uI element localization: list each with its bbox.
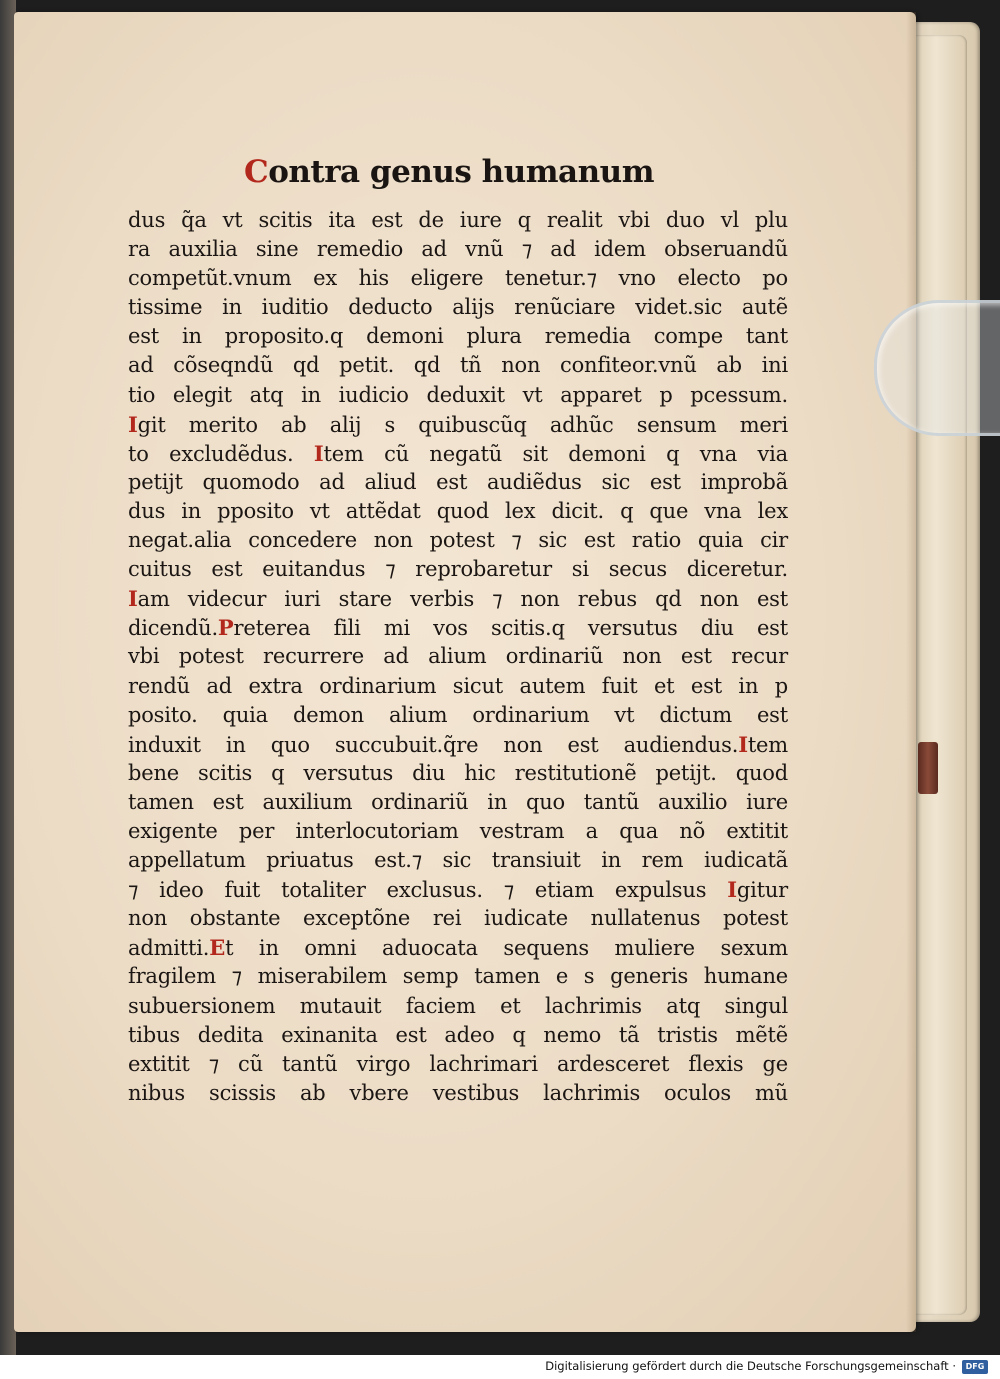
text-line [128,555,788,584]
line-segment: tio elegit atq in iudicio deduxit vt apparet p pcessum. [128,382,788,407]
line-segment: rendũ ad extra ordinarium sicut autem fuit et est in p [128,673,788,698]
line-segment: negat.alia concedere non potest ⁊ sic est ratio quia cir [128,528,788,553]
line-segment: competũt.vnum ex his eligere tenetur.⁊ vno electo po [128,266,788,291]
rubricated-initial: P [217,615,234,641]
text-line [128,439,788,468]
line-segment: admitti. [128,936,210,961]
line-segment: fragilem ⁊ miserabilem semp tamen e s generis humane [128,964,788,989]
line-segment: tem cũ negatũ sit demoni q vna via [323,441,788,466]
line-segment: git merito ab alij s quibuscũq adhũc sensum meri [137,412,788,437]
line-segment: induxit in quo succubuit.q̃re non est audiendus. [128,732,739,757]
line-segment: dus q̃a vt scitis ita est de iure q realit vbi duo vl plu [128,208,788,232]
text-line [128,875,788,904]
line-segment: reterea fili mi vos scitis.q versutus diu est [233,616,788,641]
page-clip [874,300,1000,436]
text-line [128,1021,788,1050]
text-line [128,410,788,439]
text-line [128,730,788,759]
body-text [128,206,788,1108]
page-heading [244,150,654,194]
line-segment: bene scitis q versutus diu hic restitutionẽ petijt. quod [128,760,788,785]
rubricated-initial: I [313,440,324,466]
line-segment: extitit ⁊ cũ tantũ virgo lachrimari ardesceret flexis ge [128,1051,788,1076]
text-line [128,235,788,264]
line-segment: nibus scissis ab vbere vestibus lachrimis oculos mũ [128,1080,788,1105]
line-segment: tamen est auxilium ordinariũ in quo tantũ auxilio iure [128,789,788,814]
line-segment: subuersionem mutauit faciem et lachrimis atq singul [128,993,788,1018]
line-segment: exigente per interlocutoriam vestram a qua nõ extitit [128,818,788,843]
text-line [128,817,788,846]
dfg-logo: DFG [962,1360,988,1374]
heading-initial: C [244,154,269,190]
text-line [128,846,788,875]
line-segment: tibus dedita exinanita est adeo q nemo tã tristis mẽtẽ [128,1022,788,1047]
rubricated-initial: E [209,935,226,961]
line-segment: to excludẽdus. [128,441,314,466]
line-segment: dus in pposito vt attẽdat quod lex dicit. q que vna lex [128,498,788,523]
text-line [128,613,788,642]
text-line [128,962,788,991]
text-line [128,381,788,410]
text-line [128,497,788,526]
line-segment: gitur [736,878,788,903]
line-segment: non obstante exceptõne rei iudicate nullatenus potest [128,906,788,931]
text-line [128,933,788,962]
text-line [128,788,788,817]
line-segment: tissime in iuditio deducto alijs renũciare videt.sic autẽ [128,295,788,320]
text-line [128,642,788,671]
rubricated-initial: I [738,731,748,757]
line-segment: am videcur iuri stare verbis ⁊ non rebus qd non est [137,587,788,612]
text-line [128,701,788,730]
text-line [128,759,788,788]
line-segment: petijt quomodo ad aliud est audiẽdus sic est improbã [128,469,788,494]
line-segment: ad cõseqndũ qd petit. qd tñ non confiteor.vnũ ab ini [128,353,788,378]
line-segment: tem [747,732,788,757]
rubricated-initial: I [128,586,138,612]
text-line [128,468,788,497]
line-segment: t in omni aduocata sequens muliere sexum [225,936,788,961]
text-line [128,293,788,322]
text-line [128,206,788,235]
text-line [128,1050,788,1079]
text-line [128,351,788,380]
heading-text: ontra genus humanum [268,154,654,190]
line-segment: posito. quia demon alium ordinarium vt dictum est [128,702,788,727]
text-line [128,1079,788,1108]
text-line [128,322,788,351]
text-line [128,264,788,293]
text-line [128,672,788,701]
line-segment: est in proposito.q demoni plura remedia compe tant [128,324,788,349]
line-segment: vbi potest recurrere ad alium ordinariũ non est recur [128,644,788,669]
footer-bar [0,1355,1000,1379]
line-segment: ⁊ ideo fuit totaliter exclusus. ⁊ etiam expulsus [128,878,728,903]
text-line [128,904,788,933]
line-segment: ra auxilia sine remedio ad vnũ ⁊ ad idem obseruandũ [128,237,788,262]
page-edge-shadow [906,12,916,1332]
text-line [128,526,788,555]
funding-credit: Digitalisierung gefördert durch die Deutsche Forschungsgemeinschaft · [545,1359,956,1373]
text-line [128,992,788,1021]
rubricated-initial: I [128,411,138,437]
line-segment: cuitus est euitandus ⁊ reprobaretur si secus diceretur. [128,557,788,582]
line-segment: appellatum priuatus est.⁊ sic transiuit in rem iudicatã [128,848,788,873]
line-segment: dicendũ. [128,616,218,641]
page-tab-marker [918,742,938,794]
rubricated-initial: I [727,877,737,903]
text-line [128,584,788,613]
